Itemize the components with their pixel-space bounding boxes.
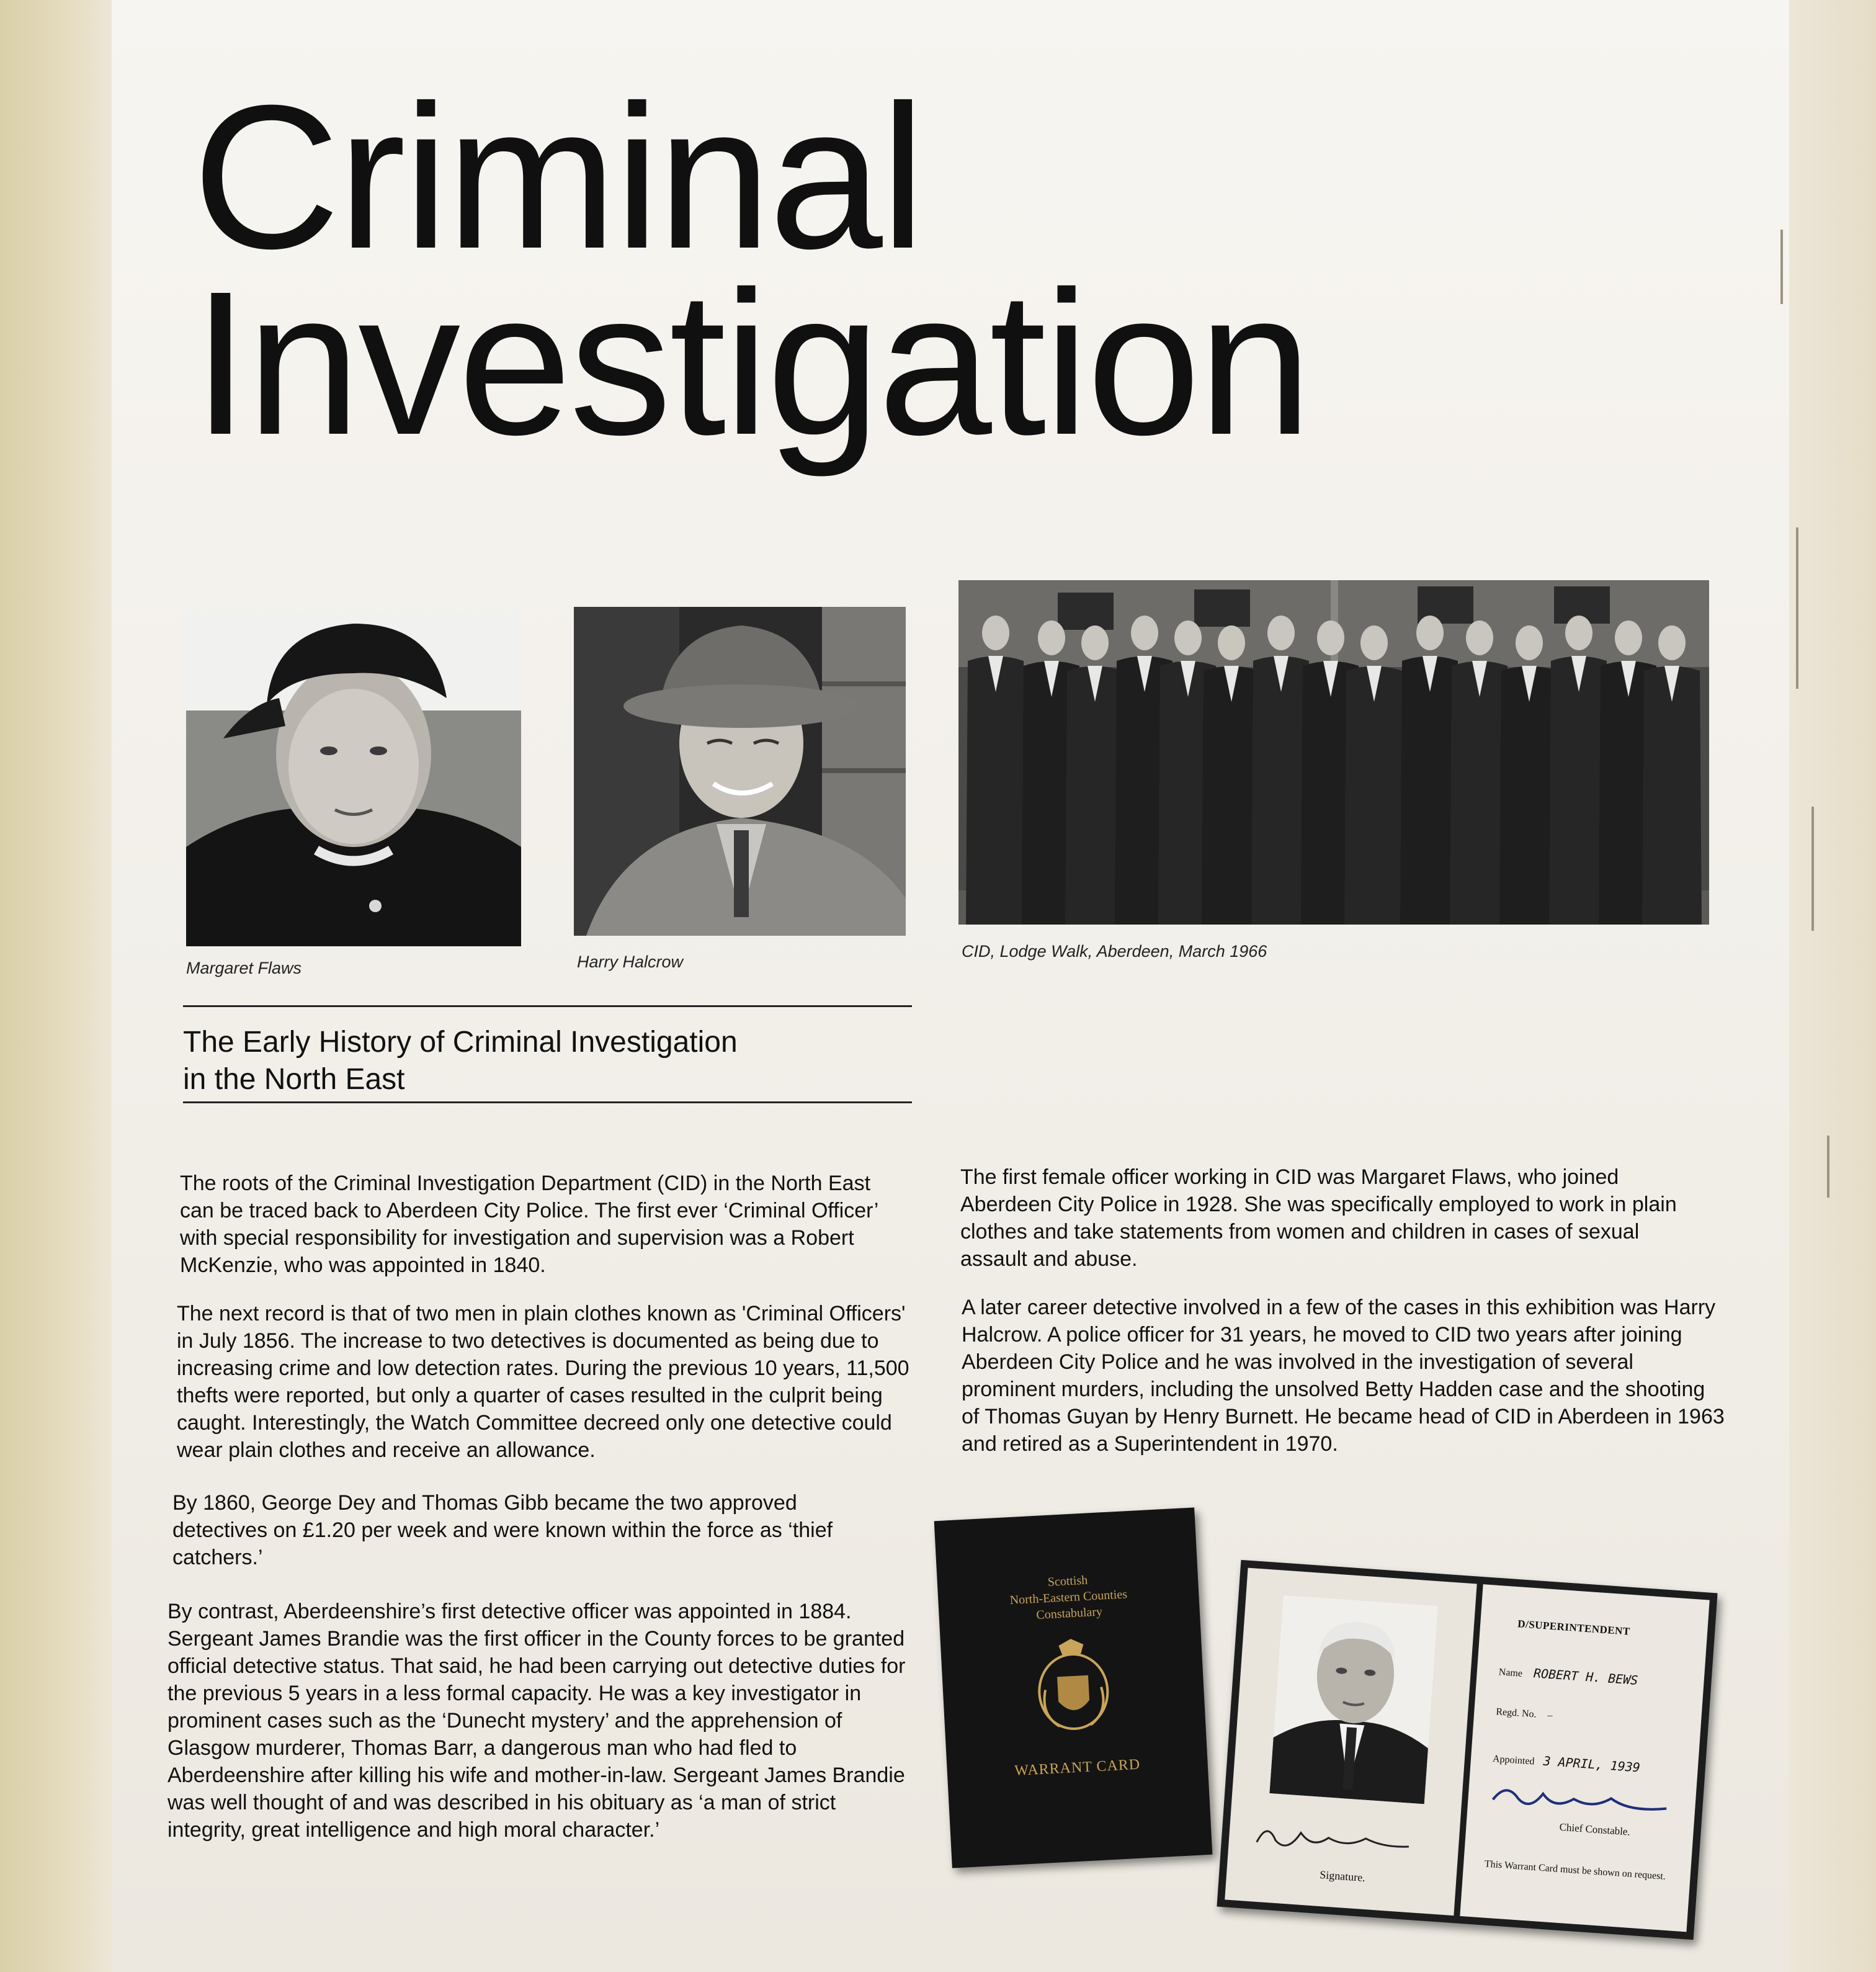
left-paragraph-2: The next record is that of two men in plain clothes known as 'Criminal Officers' in July 1856. The increase to two detectives is documented as being due to increasing crime and low detection rates. During the previous 10 years, 11,500 thefts were reported, but only a quarter of cases resulted in the culprit being caught. Interestingly, the Watch Committee decreed only one detective could wear plain clothes and receive an allowance. bbox=[177, 1302, 909, 1462]
cover-label: WARRANT CARD bbox=[1014, 1756, 1141, 1780]
wall-left bbox=[0, 0, 112, 1972]
group-photo-figure bbox=[966, 616, 1025, 925]
cover-org-line1: Scottish bbox=[1047, 1573, 1088, 1589]
crest-icon bbox=[1030, 1637, 1116, 1734]
panel-edge-mark bbox=[1827, 1136, 1829, 1198]
section-heading-line1: The Early History of Criminal Investigation bbox=[183, 1026, 738, 1059]
chief-constable-label: Chief Constable. bbox=[1559, 1821, 1631, 1838]
holder-signature-mark bbox=[1253, 1817, 1416, 1865]
heading-rule-bottom bbox=[183, 1101, 912, 1103]
regd-value: – bbox=[1547, 1710, 1553, 1721]
panel-edge-mark bbox=[1796, 527, 1798, 689]
photo-harry-halcrow bbox=[574, 607, 906, 936]
name-label: Name bbox=[1498, 1667, 1523, 1679]
right-paragraph-1: The first female officer working in CID was Margaret Flaws, who joined Aberdeen City Police in 1928. She was specifically employed to work in plain clothes and take statements from women and children in cases of sexual assault and abuse. bbox=[960, 1165, 1677, 1271]
left-paragraph-4: By contrast, Aberdeenshire’s first detective officer was appointed in 1884. Sergeant James Brandie was the first officer in the County forces to be granted official detective status. That said, he had been carrying out detective duties for the previous 5 years in a less formal capacity. He was a key investigator in prominent cases such as the ‘Dunecht mystery’ and the apprehension of Glasgow murderer, Thomas Barr, a dangerous man who had fled to Aberdeenshire after killing his wife and mother-in-law. Sergeant James Brandie was well thought of and was described in his obituary as ‘a man of strict integrity, great intelligence and high moral character.’ bbox=[168, 1600, 906, 1842]
cover-org-line2: North-Eastern Counties bbox=[1009, 1587, 1128, 1608]
page-title-line1: Criminal bbox=[192, 62, 924, 291]
name-value: ROBERT H. BEWS bbox=[1533, 1665, 1639, 1688]
wall-right bbox=[1789, 0, 1876, 1972]
warrant-card-open bbox=[1217, 1560, 1717, 1940]
cover-org-line3: Constabulary bbox=[1035, 1605, 1103, 1622]
caption-harry-halcrow: Harry Halcrow bbox=[577, 952, 684, 971]
panel-edge-mark bbox=[1780, 230, 1783, 304]
warrant-card-portrait bbox=[1269, 1595, 1438, 1804]
warrant-notice: This Warrant Card must be shown on request. bbox=[1484, 1858, 1666, 1882]
appointed-value: 3 APRIL, 1939 bbox=[1542, 1753, 1641, 1775]
regd-label: Regd. No. bbox=[1495, 1706, 1537, 1720]
left-paragraph-3: By 1860, George Dey and Thomas Gibb became the two approved detectives on £1.20 per week and were known within the force as ‘thief catchers.’ bbox=[172, 1491, 833, 1569]
section-heading-line2: in the North East bbox=[183, 1063, 405, 1096]
left-paragraph-1: The roots of the Criminal Investigation Department (CID) in the North East can be traced back to Aberdeen City Police. The first ever ‘Criminal Officer’ with special responsibility for investigation and supervision was a Robert McKenzie, who was appointed in 1840. bbox=[180, 1172, 878, 1277]
caption-margaret-flaws: Margaret Flaws bbox=[186, 959, 302, 977]
appointed-label: Appointed bbox=[1492, 1753, 1535, 1767]
group-photo-figure bbox=[1642, 625, 1702, 925]
photo-cid-group bbox=[958, 580, 1709, 925]
page-title-line2: Investigation bbox=[192, 248, 1310, 477]
signature-label: Signature. bbox=[1319, 1868, 1366, 1885]
heading-rule-top bbox=[183, 1005, 912, 1007]
panel-edge-mark bbox=[1811, 807, 1814, 931]
warrant-card-cover bbox=[934, 1507, 1213, 1868]
photo-margaret-flaws bbox=[186, 611, 521, 946]
right-paragraph-2: A later career detective involved in a few of the cases in this exhibition was Harry Halcrow. A police officer for 31 years, he moved to CID two years after joining Aberdeen City Police and he was involved in the investigation of several prominent murders, including the unsolved Betty Hadden case and the shooting of Thomas Guyan by Henry Burnett. He became head of CID in Aberdeen in 1963 and retired as a Superintendent in 1970. bbox=[962, 1296, 1725, 1456]
chief-signature-mark bbox=[1486, 1777, 1674, 1827]
rank-label: D/SUPERINTENDENT bbox=[1517, 1618, 1631, 1638]
caption-cid-group: CID, Lodge Walk, Aberdeen, March 1966 bbox=[962, 942, 1267, 961]
group-photo-figure bbox=[1344, 625, 1404, 925]
section-heading bbox=[183, 1024, 915, 1098]
